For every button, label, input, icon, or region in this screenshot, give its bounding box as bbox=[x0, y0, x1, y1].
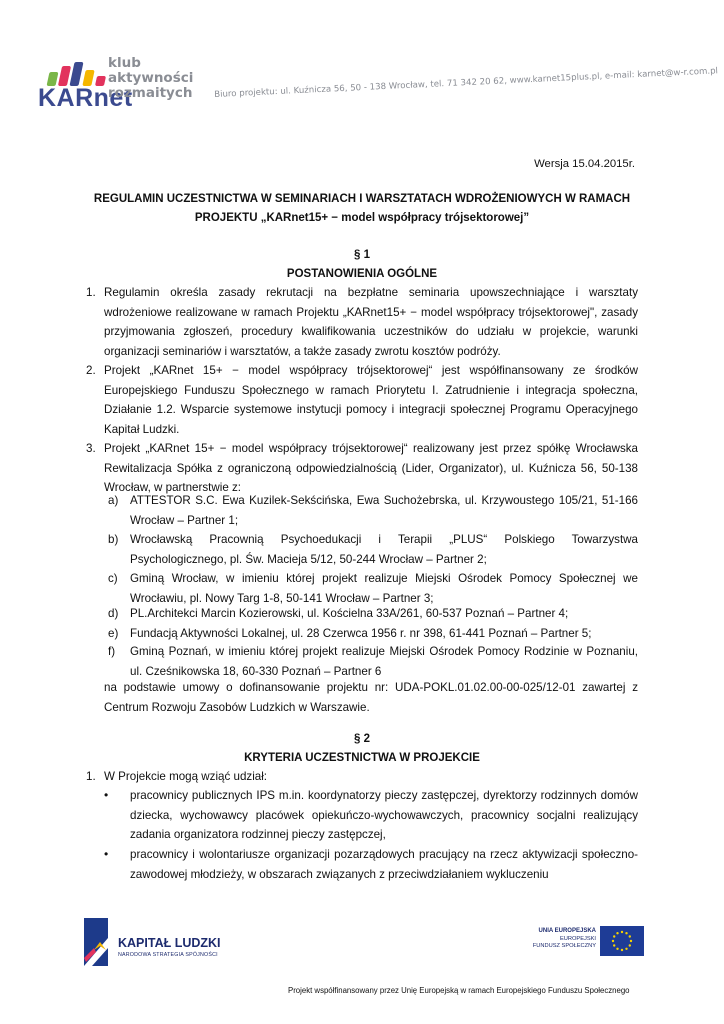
eu-star bbox=[616, 932, 618, 934]
logo-word: rozmaitych bbox=[108, 85, 193, 101]
partner-letter: d) bbox=[108, 607, 119, 620]
bullet-item: pracownicy publicznych IPS m.in. koordynatorzy pieczy zastępczej, dyrektorzy rodzinnych domów dziecka, wychowawcy placówek opiekuńczo-wychowawczych, pracownicy socjalni realizujący zadania organizatora rodzinnej pieczy zastępczej, bbox=[130, 789, 638, 841]
section-title: KRYTERIA UCZESTNICTWA W PROJEKCIE bbox=[244, 752, 480, 764]
logo-brand-text: KARnet bbox=[38, 84, 133, 112]
title-line: PROJEKTU „KARnet15+ − model współpracy trójsektorowej” bbox=[194, 212, 530, 224]
bullet-icon: • bbox=[104, 847, 109, 861]
eu-star bbox=[625, 932, 627, 934]
list-item: Projekt „KARnet 15+ − model współpracy trójsektorowej“ realizowany jest przez spółkę Wrocławska Rewitalizacja Spółka z ograniczoną odpowiedzialnością (Lider, Organizator), ul. Kuźnicza 56, 50-138 Wrocław, w partnerstwie z: bbox=[104, 442, 638, 494]
partner-letter: c) bbox=[108, 572, 118, 585]
eu-star bbox=[629, 935, 631, 937]
eu-star bbox=[625, 948, 627, 950]
eu-star bbox=[621, 949, 623, 951]
eu-star bbox=[616, 948, 618, 950]
partner-letter: f) bbox=[108, 645, 116, 658]
logo-word: klub bbox=[108, 55, 141, 71]
logo-bar bbox=[69, 62, 83, 86]
list-number: 1. bbox=[86, 770, 96, 783]
kapital-ludzki-title: KAPITAŁ LUDZKI bbox=[118, 936, 221, 950]
bullet-item: pracownicy i wolontariusze organizacji pozarządowych pracujący na rzecz aktywizacji społeczno-zawodowej młodzieży, w obszarach związanych z przeciwdziałaniem wykluczeniu bbox=[130, 848, 638, 881]
partner-item: PL.Architekci Marcin Kozierowski, ul. Kościelna 33A/261, 60-537 Poznań – Partner 4; bbox=[130, 607, 569, 620]
eu-text bbox=[533, 928, 596, 951]
eu-flag-icon bbox=[600, 926, 644, 956]
section-1-heading bbox=[90, 246, 634, 284]
eu-line: EUROPEJSKI bbox=[559, 935, 596, 942]
partner-item: Gminą Wrocław, w imieniu której projekt realizuje Miejski Ośrodek Pomocy Społecznej we Wrocławiu, pl. Nowy Targ 1-8, 50-141 Wrocław – Partner 3; bbox=[130, 572, 638, 605]
kapital-ludzki-flag-icon bbox=[84, 918, 108, 966]
eu-star bbox=[630, 940, 632, 942]
section-title: POSTANOWIENIA OGÓLNE bbox=[286, 268, 438, 280]
partner-item: Gminą Poznań, w imieniu której projekt realizuje Miejski Ośrodek Pomocy Rodzinie w Poznaniu, ul. Cześnikowska 18, 60-330 Poznań – Partner 6 bbox=[130, 645, 638, 678]
eu-logo bbox=[518, 926, 646, 962]
eu-line: UNIA EUROPEJSKA bbox=[538, 928, 596, 934]
logo-bars-icon bbox=[44, 60, 114, 86]
eu-star bbox=[612, 940, 614, 942]
list-number: 2. bbox=[86, 364, 96, 377]
section-number: § 2 bbox=[354, 733, 370, 745]
cofinance-note: Projekt współfinansowany przez Unię Europejską w ramach Europejskiego Funduszu Społecznego bbox=[288, 986, 630, 995]
list-item: Projekt „KARnet 15+ − model współpracy trójsektorowej“ jest współfinansowany ze środków Europejskiego Funduszu Społecznego w ramach Priorytetu I. Zatrudnienie i integracja społeczna, Działanie 1.2. Wsparcie systemowe instytucji pomocy i integracji społecznej Programu Operacyjnego Kapitał Ludzki. bbox=[104, 364, 638, 436]
section-number: § 1 bbox=[354, 249, 370, 261]
partner-letter: a) bbox=[108, 494, 119, 507]
eu-star bbox=[613, 935, 615, 937]
document-title bbox=[90, 190, 634, 228]
partner-letter: e) bbox=[108, 627, 119, 640]
logo-word: aktywności bbox=[108, 70, 194, 86]
eu-star bbox=[613, 944, 615, 946]
kapital-ludzki-subtitle: NARODOWA STRATEGIA SPÓJNOŚCI bbox=[118, 952, 218, 958]
karnet-logo bbox=[36, 56, 206, 116]
list-number: 3. bbox=[86, 442, 96, 455]
partner-item: Wrocławską Pracownią Psychoedukacji i Terapii „PLUS“ Polskiego Towarzystwa Psychologicznego, pl. Św. Macieja 5/12, 50-244 Wrocław – Partner 2; bbox=[130, 533, 638, 566]
eu-line: FUNDUSZ SPOŁECZNY bbox=[532, 943, 596, 950]
header-contact-line: Biuro projektu: ul. Kuźnicza 56, 50 - 138 Wrocław, tel. 71 342 20 62, www.karnet15plus.pl, e-mail: karnet@w-r.com.pl bbox=[214, 66, 719, 100]
kapital-ludzki-logo bbox=[84, 918, 234, 968]
eu-star bbox=[629, 944, 631, 946]
logo-words bbox=[108, 56, 193, 101]
partner-item: ATTESTOR S.C. Ewa Kuzilek-Sekścińska, Ewa Suchożebrska, ul. Krzywoustego 105/21, 51-166 Wrocław – Partner 1; bbox=[130, 494, 638, 527]
document-version: Wersja 15.04.2015r. bbox=[534, 158, 635, 170]
partner-letter: b) bbox=[108, 533, 119, 546]
section-2-heading bbox=[90, 730, 634, 768]
list-number: 1. bbox=[86, 286, 96, 299]
partner-item: Fundacją Aktywności Lokalnej, ul. 28 Czerwca 1956 r. nr 398, 61-441 Poznań – Partner 5; bbox=[130, 627, 592, 640]
list-item: W Projekcie mogą wziąć udział: bbox=[104, 770, 268, 783]
section-closing: na podstawie umowy o dofinansowanie projektu nr: UDA-POKL.01.02.00-00-025/12-01 zawartej z Centrum Rozwoju Zasobów Ludzkich w Warszawie. bbox=[104, 681, 638, 714]
eu-star bbox=[621, 931, 623, 933]
title-line: REGULAMIN UCZESTNICTWA W SEMINARIACH I WARSZTATACH WDROŻENIOWYCH W RAMACH bbox=[93, 193, 631, 205]
bullet-icon: • bbox=[104, 788, 109, 802]
list-item: Regulamin określa zasady rekrutacji na bezpłatne seminaria upowszechniające i warsztaty wdrożeniowe realizowane w ramach Projektu „KARnet15+ − model współpracy trójsektorowej", zasady przyjmowania zgłoszeń, procedury kwalifikowania uczestników do udziału w projekcie, warunki organizacji seminariów i warsztatów, a także zasady zwrotu kosztów podróży. bbox=[104, 286, 638, 358]
